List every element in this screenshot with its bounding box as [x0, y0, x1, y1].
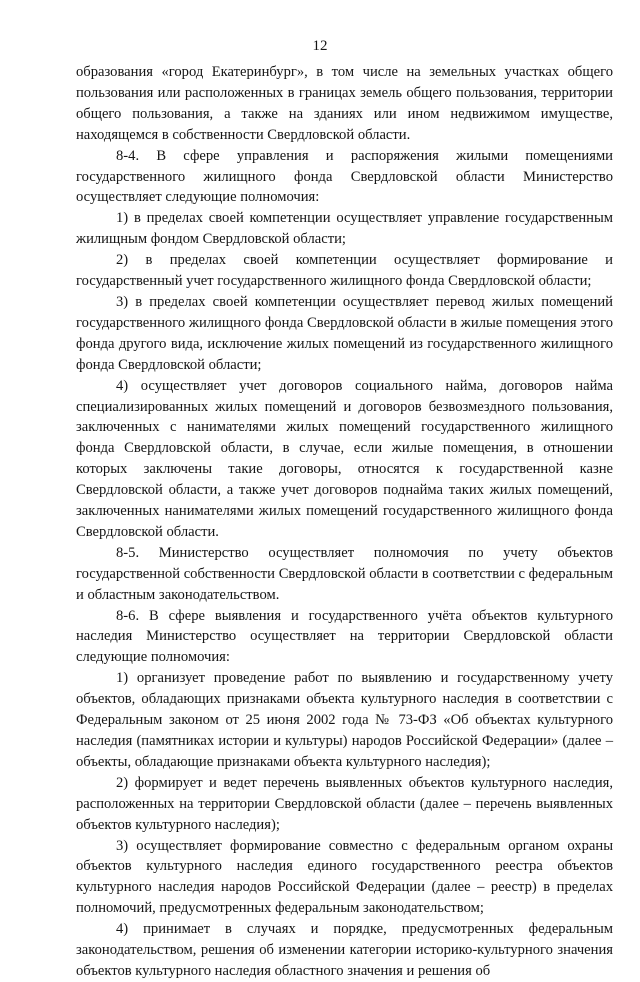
list-item-8-4-4: 4) осуществляет учет договоров социального найма, договоров найма специализированных жилых помещений и договоров безвозмездного пользования, заключенных с нанимателями жилых помещений государственного жилищного фонда Свердловской области, в случае, если жилые помещения, в отношении которых заключены такие договоры, относятся к государственной казне Свердловской области, а также учет договоров поднайма таких жилых помещений, заключенных нанимателями жилых помещений государственного жилищного фонда Свердловской области.	[76, 377, 613, 540]
list-item-8-4-2: 2) в пределах своей компетенции осуществляет формирование и государственный учет государственного жилищного фонда Свердловской области;	[76, 252, 613, 290]
paragraph-8-5: 8-5. Министерство осуществляет полномочия по учету объектов государственной собственности Свердловской области в соответствии с федеральным и областным законодательством.	[76, 544, 613, 603]
document-body	[76, 62, 613, 982]
list-item-8-6-2: 2) формирует и ведет перечень выявленных объектов культурного наследия, расположенных на территории Свердловской области (далее – перечень выявленных объектов культурного наследия);	[76, 774, 613, 833]
list-item-8-6-1: 1) организует проведение работ по выявлению и государственному учету объектов, обладающих признаками объекта культурного наследия в соответствии с Федеральным законом от 25 июня 2002 года № 73-ФЗ «Об объектах культурного наследия (памятниках истории и культуры) народов Российской Федерации» (далее – объекты, обладающие признаками объекта культурного наследия);	[76, 670, 613, 770]
paragraph-8-6: 8-6. В сфере выявления и государственного учёта объектов культурного наследия Министерство осуществляет на территории Свердловской области следующие полномочия:	[76, 607, 613, 666]
list-item-8-4-3: 3) в пределах своей компетенции осуществляет перевод жилых помещений государственного жилищного фонда Свердловской области в жилые помещения этого фонда другого вида, исключение жилых помещений из государственного жилищного фонда Свердловской области;	[76, 293, 613, 373]
list-item-8-4-1: 1) в пределах своей компетенции осуществляет управление государственным жилищным фондом Свердловской области;	[76, 210, 613, 248]
paragraph-8-4: 8-4. В сфере управления и распоряжения жилыми помещениями государственного жилищного фонда Свердловской области Министерство осуществляет следующие полномочия:	[76, 147, 613, 206]
list-item-8-6-3: 3) осуществляет формирование совместно с федеральным органом охраны объектов культурного наследия единого государственного реестра объектов культурного наследия народов Российской Федерации (далее – реестр) в пределах полномочий, предусмотренных федеральным законодательством;	[76, 837, 613, 917]
page-number: 12	[312, 38, 328, 54]
paragraph-continuation: образования «город Екатеринбург», в том числе на земельных участках общего пользования или расположенных в границах земель общего пользования, территории общего пользования, а также на зданиях или ином недвижимом имуществе, находящемся в собственности Свердловской области.	[76, 64, 613, 143]
list-item-8-6-4: 4) принимает в случаях и порядке, предусмотренных федеральным законодательством, решения об изменении категории историко-культурного значения объектов культурного наследия областного значения и решения об	[76, 921, 613, 979]
